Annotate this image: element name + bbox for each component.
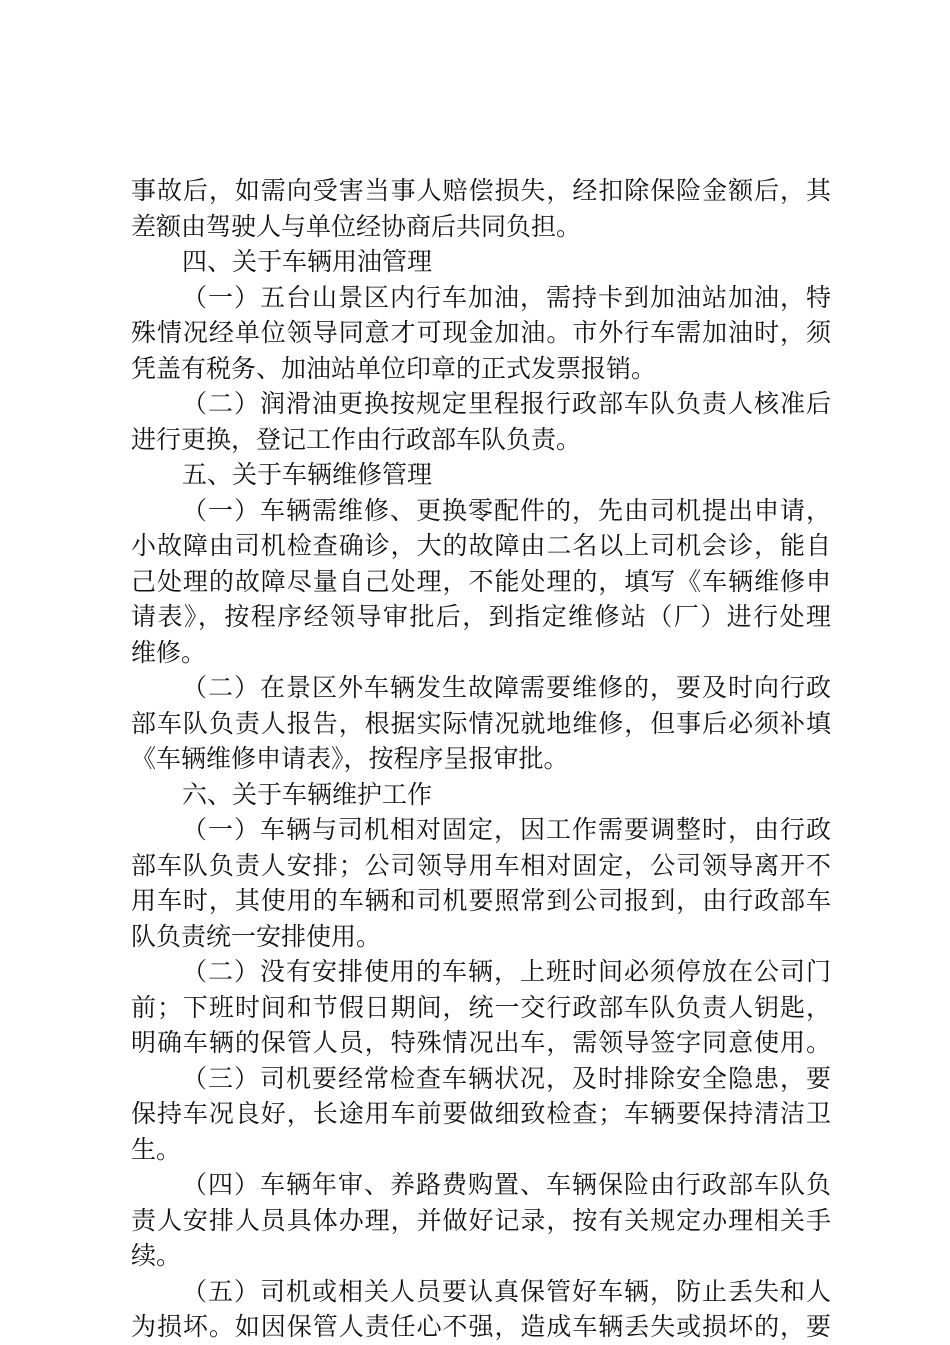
body-line: 续。: [131, 1241, 182, 1270]
section-heading: 六、关于车辆维护工作: [182, 779, 433, 809]
body-line: 己处理的故障尽量自己处理，不能处理的，填写《车辆维修申: [131, 566, 831, 596]
body-line: 部车队负责人报告，根据实际情况就地维修，但事后必须补填: [131, 708, 831, 738]
body-line: 部车队负责人安排；公司领导用车相对固定，公司领导离开不: [131, 850, 831, 880]
body-line: 前；下班时间和节假日期间，统一交行政部车队负责人钥匙，: [131, 992, 831, 1022]
item-line: （一）车辆需维修、更换零配件的，先由司机提出申请，: [182, 495, 831, 525]
body-line: 《车辆维修申请表》，按程序呈报审批。: [131, 744, 569, 773]
body-line: 差额由驾驶人与单位经协商后共同负担。: [131, 211, 582, 241]
item-line: （四）车辆年审、养路费购置、车辆保险由行政部车队负: [182, 1170, 831, 1199]
body-line: 明确车辆的保管人员，特殊情况出车，需领导签字同意使用。: [131, 1028, 831, 1057]
body-line: 小故障由司机检查确诊，大的故障由二名以上司机会诊，能自: [131, 531, 831, 560]
item-line: （三）司机要经常检查车辆状况，及时排除安全隐患，要: [182, 1063, 831, 1093]
body-line: 殊情况经单位领导同意才可现金加油。市外行车需加油时，须: [131, 318, 831, 347]
item-line: （二）润滑油更换按规定里程报行政部车队负责人核准后: [182, 389, 831, 418]
body-line: 为损坏。如因保管人责任心不强，造成车辆丢失或损坏的，要: [131, 1312, 831, 1341]
item-line: （五）司机或相关人员要认真保管好车辆，防止丢失和人: [182, 1276, 831, 1306]
body-line: 责人安排人员具体办理，并做好记录，按有关规定办理相关手: [131, 1205, 831, 1235]
body-line: 生。: [131, 1134, 182, 1164]
body-line: 进行更换，登记工作由行政部车队负责。: [131, 424, 582, 454]
body-line: 事故后，如需向受害当事人赔偿损失，经扣除保险金额后，其: [131, 176, 831, 205]
body-line: 用车时，其使用的车辆和司机要照常到公司报到，由行政部车: [131, 886, 831, 915]
item-line: （一）车辆与司机相对固定，因工作需要调整时，由行政: [182, 815, 831, 844]
body-line: 凭盖有税务、加油站单位印章的正式发票报销。: [131, 353, 657, 383]
body-line: 队负责统一安排使用。: [131, 921, 382, 951]
body-line: 请表》，按程序经领导审批后，到指定维修站（厂）进行处理: [131, 602, 831, 631]
item-line: （二）没有安排使用的车辆，上班时间必须停放在公司门: [182, 957, 831, 986]
section-heading: 四、关于车辆用油管理: [182, 247, 433, 276]
section-heading: 五、关于车辆维修管理: [182, 460, 433, 489]
item-line: （一）五台山景区内行车加油，需持卡到加油站加油，特: [182, 282, 831, 312]
document-body: [131, 173, 831, 1345]
body-line: 保持车况良好，长途用车前要做细致检查；车辆要保持清洁卫: [131, 1099, 831, 1128]
item-line: （二）在景区外车辆发生故障需要维修的，要及时向行政: [182, 673, 831, 702]
body-line: 维修。: [131, 637, 207, 667]
